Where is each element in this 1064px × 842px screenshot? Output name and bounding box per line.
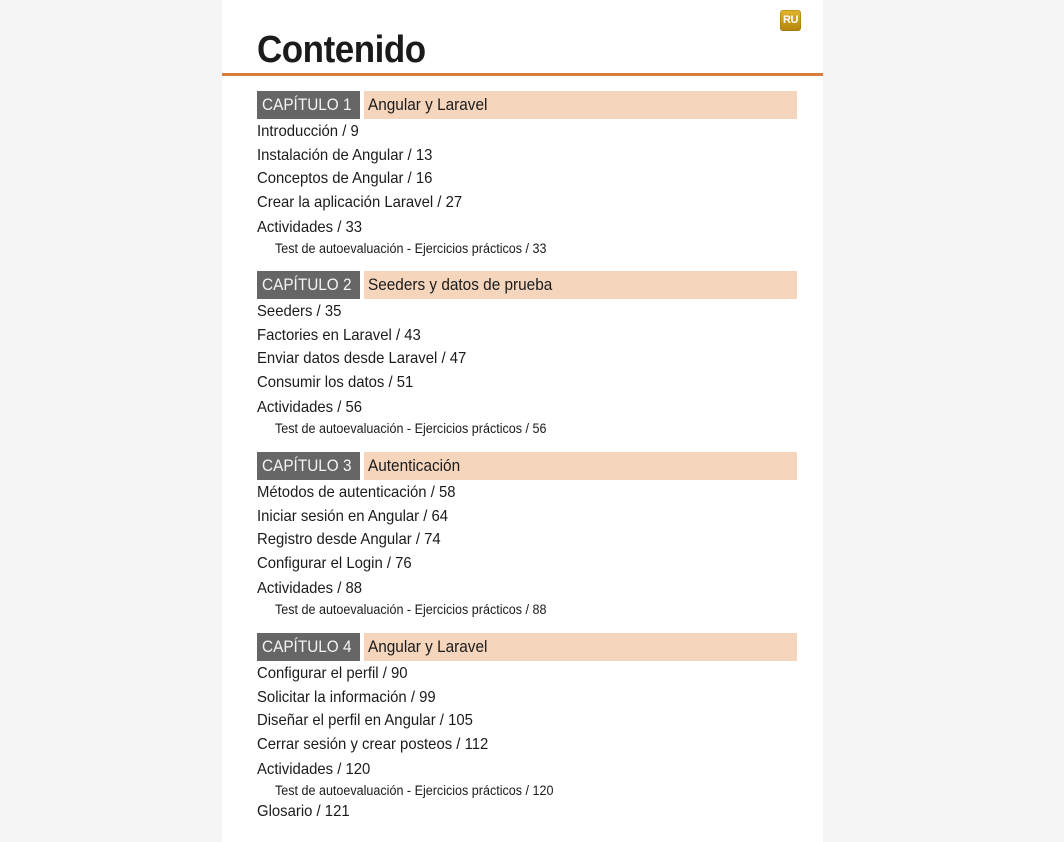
chapter-label xyxy=(257,452,360,480)
toc-entry[interactable]: Configurar el Login / 76 xyxy=(257,555,412,573)
chapter-title xyxy=(364,452,797,480)
chapter-label xyxy=(257,271,360,299)
toc-entry[interactable]: Enviar datos desde Laravel / 47 xyxy=(257,350,467,368)
chapter-1 xyxy=(257,91,797,257)
toc-entry-glossary[interactable]: Glosario / 121 xyxy=(257,803,350,820)
toc-entry[interactable]: Registro desde Angular / 74 xyxy=(257,531,441,549)
chapter-title-text: Seeders y datos de prueba xyxy=(368,276,553,294)
chapter-label xyxy=(257,633,360,661)
toc-entry[interactable]: Configurar el perfil / 90 xyxy=(257,665,408,682)
toc-entry-activities[interactable]: Actividades / 56 xyxy=(257,398,363,416)
toc-entry[interactable]: Seeders / 35 xyxy=(257,303,342,320)
toc-list xyxy=(257,481,797,618)
chapter-title xyxy=(364,91,797,119)
chapter-header xyxy=(257,452,797,480)
chapter-title-text: Autenticación xyxy=(368,457,461,475)
toc-entry[interactable]: Diseñar el perfil en Angular / 105 xyxy=(257,712,473,730)
document-page xyxy=(222,0,823,842)
toc-list xyxy=(257,300,797,437)
toc-list xyxy=(257,120,797,257)
chapter-header xyxy=(257,91,797,119)
chapter-label-text: CAPÍTULO 2 xyxy=(262,276,352,294)
chapter-title xyxy=(364,633,797,661)
toc-entry-activities[interactable]: Actividades / 33 xyxy=(257,218,363,236)
chapter-3 xyxy=(257,452,797,618)
toc-entry[interactable]: Métodos de autenticación / 58 xyxy=(257,484,456,501)
title-divider xyxy=(222,73,823,76)
chapter-label-text: CAPÍTULO 4 xyxy=(262,638,352,656)
toc-subentry[interactable]: Test de autoevaluación - Ejercicios prácticos / 56 xyxy=(275,420,547,436)
toc-entry[interactable]: Crear la aplicación Laravel / 27 xyxy=(257,194,463,212)
toc-subentry[interactable]: Test de autoevaluación - Ejercicios prácticos / 33 xyxy=(275,240,547,256)
chapter-2 xyxy=(257,271,797,437)
chapter-label xyxy=(257,91,360,119)
toc-entry-activities[interactable]: Actividades / 120 xyxy=(257,760,371,778)
toc-entry[interactable]: Consumir los datos / 51 xyxy=(257,374,414,392)
toc-entry[interactable]: Iniciar sesión en Angular / 64 xyxy=(257,507,449,525)
toc-entry[interactable]: Conceptos de Angular / 16 xyxy=(257,170,433,188)
chapter-header xyxy=(257,271,797,299)
toc-entry[interactable]: Cerrar sesión y crear posteos / 112 xyxy=(257,736,489,754)
chapter-title xyxy=(364,271,797,299)
chapter-header xyxy=(257,633,797,661)
chapter-label-text: CAPÍTULO 1 xyxy=(262,96,352,114)
toc-subentry[interactable]: Test de autoevaluación - Ejercicios prácticos / 120 xyxy=(275,782,554,798)
toc-entry[interactable]: Instalación de Angular / 13 xyxy=(257,146,433,164)
chapter-title-text: Angular y Laravel xyxy=(368,96,488,114)
chapter-label-text: CAPÍTULO 3 xyxy=(262,457,352,475)
chapter-4 xyxy=(257,633,797,799)
toc-entry-activities[interactable]: Actividades / 88 xyxy=(257,579,363,597)
page-title: Contenido xyxy=(257,29,426,71)
toc-entry[interactable]: Introducción / 9 xyxy=(257,123,359,140)
toc-entry[interactable]: Factories en Laravel / 43 xyxy=(257,326,421,344)
chapter-title-text: Angular y Laravel xyxy=(368,638,488,656)
toc-list xyxy=(257,662,797,799)
toc-entry[interactable]: Solicitar la información / 99 xyxy=(257,688,436,706)
publisher-logo-icon: RU xyxy=(780,10,801,31)
toc-subentry[interactable]: Test de autoevaluación - Ejercicios prácticos / 88 xyxy=(275,601,547,617)
